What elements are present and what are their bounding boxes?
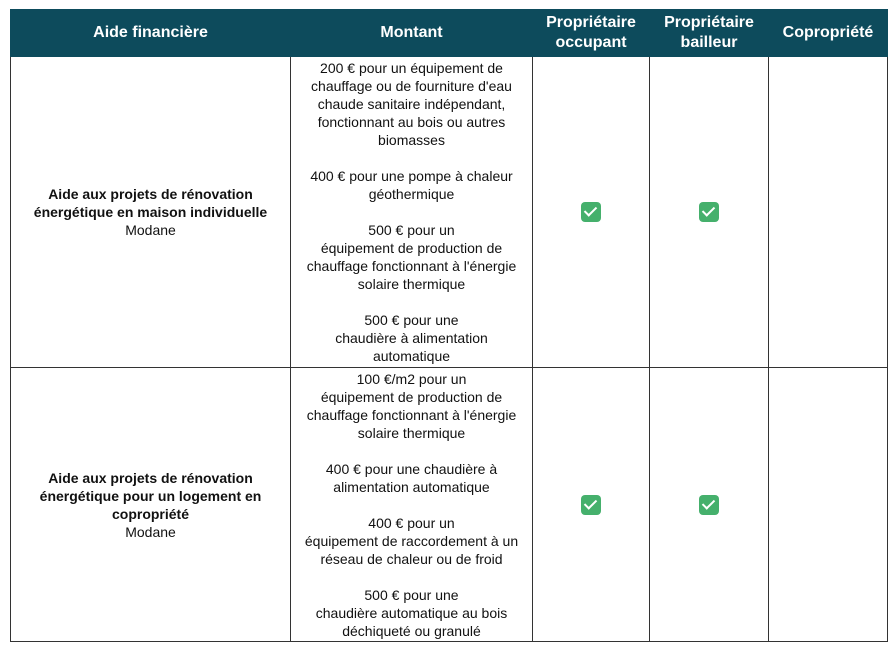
amount-line: déchiqueté ou granulé [342, 622, 481, 639]
amount-line: chauffage fonctionnant à l'énergie [306, 258, 517, 274]
amount-line: alimentation automatique [333, 478, 490, 495]
amount-line: 500 € pour un [368, 222, 455, 238]
header-amount: Montant [291, 10, 533, 57]
table-row [11, 368, 888, 642]
amount-line: 100 €/m2 pour un [356, 370, 467, 387]
amount-line: solaire thermique [357, 424, 466, 441]
aid-title-line: énergétique pour un logement en [39, 487, 262, 504]
amount-line: automatique [372, 348, 451, 364]
amount-paragraph [297, 311, 526, 365]
amount-paragraph [297, 370, 526, 442]
amount-line: fonctionnant au bois ou autres [317, 114, 506, 130]
aid-place: Modane [125, 523, 176, 540]
coownership-cell [769, 368, 888, 642]
amount-line: équipement de raccordement à un [304, 532, 519, 549]
table-row [11, 57, 888, 368]
aid-title-line: copropriété [111, 505, 189, 522]
aid-place: Modane [125, 222, 176, 238]
table-header [11, 10, 888, 57]
amount-paragraph [297, 460, 526, 496]
owner-landlord-cell [650, 368, 769, 642]
amount-line: 400 € pour un [368, 514, 455, 531]
header-owner-occupant [533, 10, 650, 57]
header-row [11, 10, 888, 57]
amount-line: 500 € pour une [364, 586, 459, 603]
amount-line: chauffage ou de fourniture d'eau [311, 78, 512, 94]
aid-title [17, 185, 284, 221]
aid-title-line: énergétique en maison individuelle [33, 204, 268, 220]
header-coownership: Copropriété [769, 10, 888, 57]
aid-cell [11, 57, 291, 368]
checkmark-icon [699, 495, 719, 515]
owner-occupant-cell [533, 57, 650, 368]
checkmark-icon [581, 495, 601, 515]
amount-paragraph [297, 586, 526, 640]
amount-line: solaire thermique [357, 276, 466, 292]
checkmark-icon [581, 202, 601, 222]
aid-title-line: Aide aux projets de rénovation [48, 469, 253, 486]
header-owner-landlord [650, 10, 769, 57]
table-body [11, 57, 888, 642]
amount-line: chaudière à alimentation [335, 330, 488, 346]
header-owner-occupant-line2: occupant [555, 34, 627, 51]
checkmark-icon [699, 202, 719, 222]
amount-line: chauffage fonctionnant à l'énergie [306, 406, 517, 423]
amount-line: chaudière automatique au bois [315, 604, 508, 621]
amount-line: équipement de production de [320, 240, 503, 256]
amount-line: équipement de production de [320, 388, 503, 405]
amount-line: réseau de chaleur ou de froid [320, 550, 503, 567]
amount-cell [291, 368, 533, 642]
amount-line: 400 € pour une chaudière à [325, 460, 498, 477]
amount-line: géothermique [368, 186, 455, 202]
header-owner-landlord-line1: Propriétaire [664, 14, 754, 31]
amount-paragraph [297, 221, 526, 293]
aid-cell [11, 368, 291, 642]
amount-paragraph [297, 167, 526, 203]
header-aid: Aide financière [11, 10, 291, 57]
amount-line: 400 € pour une pompe à chaleur [310, 168, 513, 184]
aid-title-line: Aide aux projets de rénovation [48, 186, 253, 202]
amount-line: 200 € pour un équipement de [320, 60, 503, 76]
amount-paragraph [297, 514, 526, 568]
owner-occupant-cell [533, 368, 650, 642]
amount-cell [291, 57, 533, 368]
amount-line: biomasses [378, 132, 445, 148]
financial-aid-table [10, 9, 888, 642]
header-owner-occupant-line1: Propriétaire [546, 14, 636, 31]
amount-line: chaude sanitaire indépendant, [317, 96, 506, 112]
coownership-cell [769, 57, 888, 368]
header-owner-landlord-line2: bailleur [680, 34, 738, 51]
amount-line: 500 € pour une [364, 312, 459, 328]
amount-paragraph [297, 59, 526, 149]
owner-landlord-cell [650, 57, 769, 368]
aid-title [17, 469, 284, 523]
